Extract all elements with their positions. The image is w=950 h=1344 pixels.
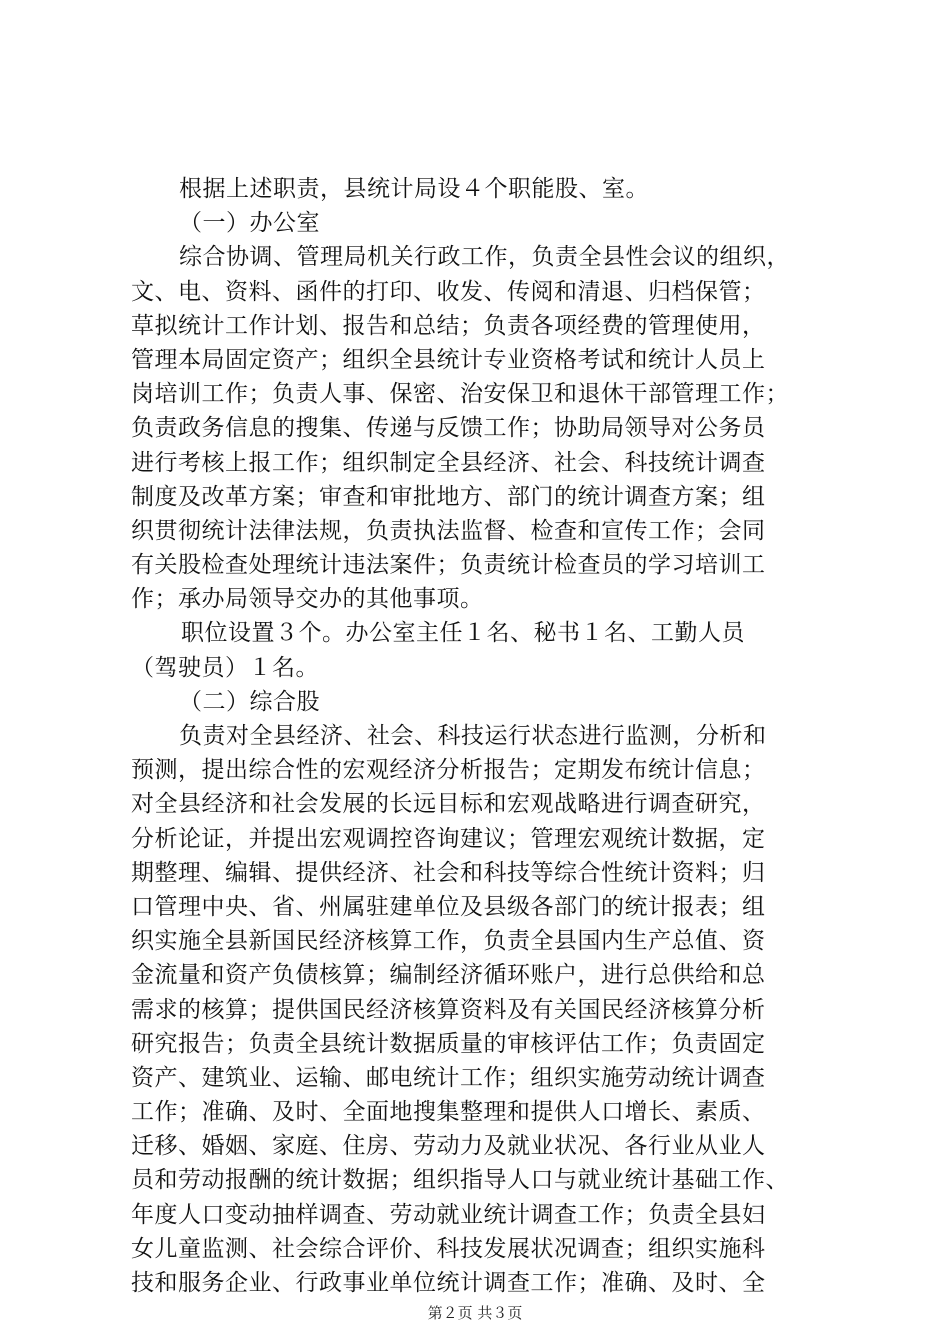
text-line: 进行考核上报工作；组织制定全县经济、社会、科技统计调查 <box>131 449 766 476</box>
text-line: 需求的核算；提供国民经济核算资料及有关国民经济核算分析 <box>131 996 766 1023</box>
text-line: 员和劳动报酬的统计数据；组织指导人口与就业统计基础工作、 <box>131 1167 789 1194</box>
text-line: 综合协调、管理局机关行政工作，负责全县性会议的组织， <box>179 244 790 271</box>
text-line: 管理本局固定资产；组织全县统计专业资格考试和统计人员上 <box>131 346 766 373</box>
text-line: （驾驶员）１名。 <box>131 654 319 681</box>
text-line: 女儿童监测、社会综合评价、科技发展状况调查；组织实施科 <box>131 1235 766 1262</box>
document-body <box>131 172 831 1300</box>
text-line: 草拟统计工作计划、报告和总结；负责各项经费的管理使用， <box>131 312 766 339</box>
text-line: （二）综合股 <box>179 688 320 715</box>
text-line: 根据上述职责，县统计局设４个职能股、室。 <box>179 176 649 202</box>
text-line: 迁移、婚姻、家庭、住房、劳动力及就业状况、各行业从业人 <box>131 1133 766 1160</box>
text-line: 负责政务信息的搜集、传递与反馈工作；协助局领导对公务员 <box>131 415 766 442</box>
text-line: 资产、建筑业、运输、邮电统计工作；组织实施劳动统计调查 <box>131 1064 766 1091</box>
text-line: 对全县经济和社会发展的长远目标和宏观战略进行调查研究， <box>131 791 766 818</box>
text-line: 技和服务企业、行政事业单位统计调查工作；准确、及时、全 <box>131 1270 766 1296</box>
text-line: 负责对全县经济、社会、科技运行状态进行监测，分析和 <box>179 723 767 749</box>
text-line: 分析论证，并提出宏观调控咨询建议；管理宏观统计数据，定 <box>131 825 766 852</box>
text-line: 有关股检查处理统计违法案件；负责统计检查员的学习培训工 <box>131 552 766 579</box>
text-line: 期整理、编辑、提供经济、社会和科技等综合性统计资料；归 <box>131 859 766 886</box>
text-line: 织实施全县新国民经济核算工作，负责全县国内生产总值、资 <box>131 928 766 955</box>
text-line: 岗培训工作；负责人事、保密、治安保卫和退休干部管理工作； <box>131 381 789 408</box>
page-footer: 第２页 共３页 <box>427 1304 523 1322</box>
text-line: 职位设置３个。办公室主任１名、秘书１名、工勤人员 <box>181 620 745 647</box>
text-line: 研究报告；负责全县统计数据质量的审核评估工作；负责固定 <box>131 1030 766 1057</box>
text-line: 作；承办局领导交办的其他事项。 <box>131 586 484 613</box>
text-line: 金流量和资产负债核算；编制经济循环账户，进行总供给和总 <box>131 962 766 989</box>
text-line: 预测，提出综合性的宏观经济分析报告；定期发布统计信息； <box>131 757 766 784</box>
text-line: 工作；准确、及时、全面地搜集整理和提供人口增长、素质、 <box>131 1099 766 1126</box>
text-line: 织贯彻统计法律法规，负责执法监督、检查和宣传工作；会同 <box>131 517 766 544</box>
text-line: 年度人口变动抽样调查、劳动就业统计调查工作；负责全县妇 <box>131 1201 766 1228</box>
text-line: 口管理中央、省、州属驻建单位及县级各部门的统计报表；组 <box>131 893 766 920</box>
text-line: 文、电、资料、函件的打印、收发、传阅和清退、归档保管； <box>131 278 766 305</box>
text-line: 制度及改革方案；审查和审批地方、部门的统计调查方案；组 <box>131 483 766 510</box>
text-line: （一）办公室 <box>179 210 320 237</box>
